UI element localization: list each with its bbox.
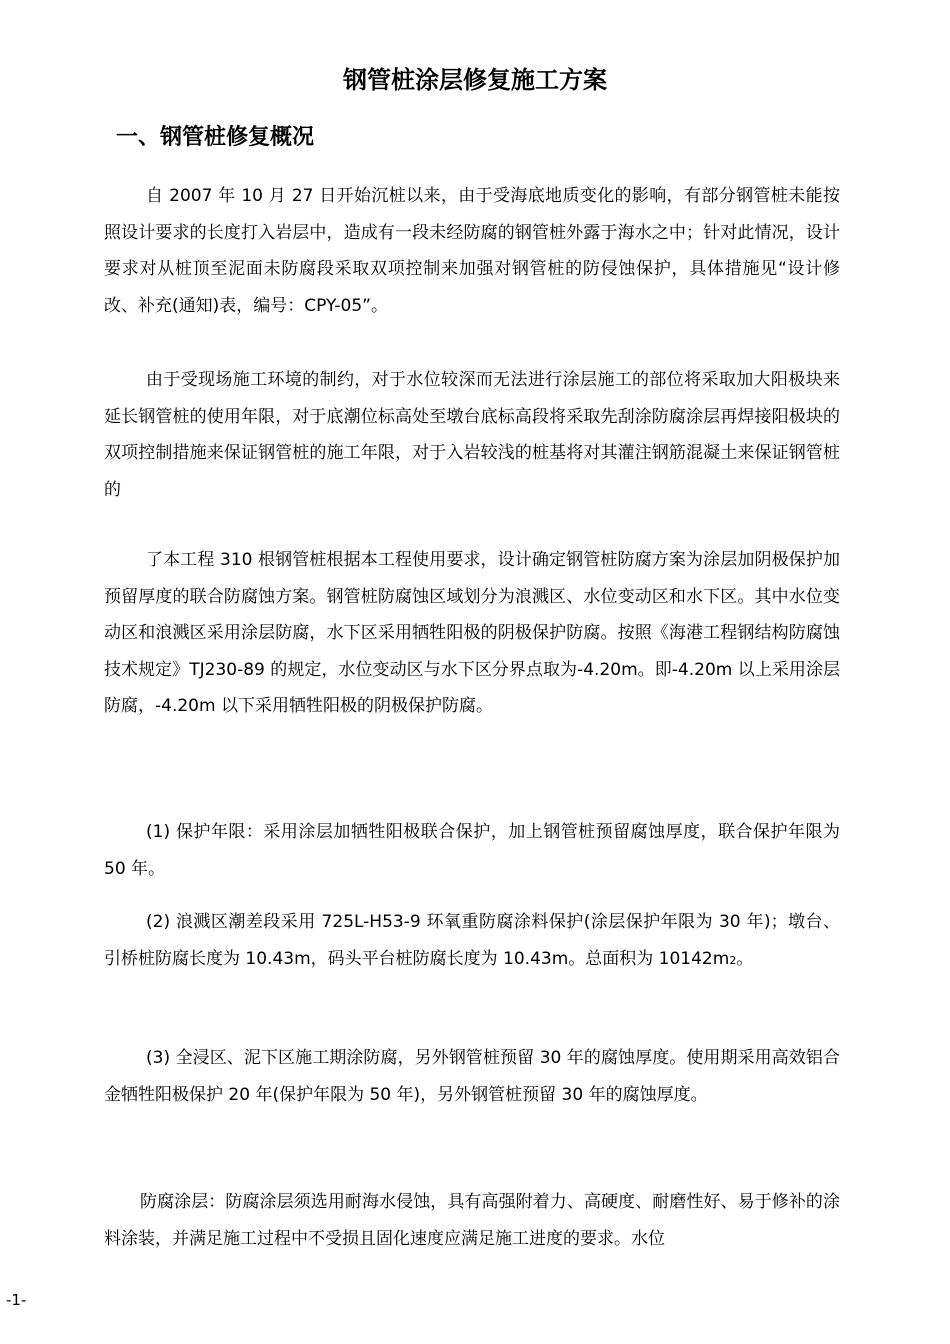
section-heading: 一、钢管桩修复概况 xyxy=(116,125,315,150)
paragraph-item-2-tail: 。 xyxy=(736,948,754,969)
paragraph-coating: 防腐涂层：防腐涂层须选用耐海水侵蚀，具有高强附着力、高硬度、耐磨性好、易于修补的涂料涂装，并满足施工过程中不受损且固化速度应满足施工进度的要求。水位 xyxy=(104,1192,840,1249)
paragraph-item-3: (3) 全浸区、泥下区施工期涂防腐，另外钢管桩预留 30 年的腐蚀厚度。使用期采用高效铝合金牺牲阳极保护 20 年(保护年限为 50 年)，另外钢管桩预留 30 年的腐蚀厚度。 xyxy=(104,1048,840,1105)
area-unit-subscript: 2 xyxy=(729,953,737,967)
paragraph-scheme: 了本工程 310 根钢管桩根据本工程使用要求，设计确定钢管桩防腐方案为涂层加阴极保护加预留厚度的联合防腐蚀方案。钢管桩防腐蚀区域划分为浪溅区、水位变动区和水下区。其中水位变动区和浪溅区采用涂层防腐，水下区采用牺牲阳极的阴极保护防腐。按照《海港工程钢结构防腐蚀技术规定》TJ230-89 的规定，水位变动区与水下区分界点取为-4.20m。即-4.20m 以上采用涂层防腐，-4.20m 以下采用牺牲阳极的阴极保护防腐。 xyxy=(104,550,840,717)
paragraph-item-1: (1) 保护年限：采用涂层加牺牲阳极联合保护，加上钢管桩预留腐蚀厚度，联合保护年限为 50 年。 xyxy=(104,822,840,879)
paragraph-constraints: 由于受现场施工环境的制约，对于水位较深而无法进行涂层施工的部位将采取加大阳极块来延长钢管桩的使用年限，对于底潮位标高处至墩台底标高段将采取先刮涂防腐涂层再焊接阳极块的双项控制措施来保证钢管桩的施工年限，对于入岩较浅的桩基将对其灌注钢筋混凝土来保证钢管桩的 xyxy=(104,370,840,500)
paragraph-overview: 自 2007 年 10 月 27 日开始沉桩以来，由于受海底地质变化的影响，有部分钢管桩未能按照设计要求的长度打入岩层中，造成有一段未经防腐的钢管桩外露于海水之中；针对此情况，设计要求对从桩顶至泥面未防腐段采取双项控制来加强对钢管桩的防侵蚀保护，具体措施见“设计修改、补充(通知)表，编号：CPY-05”。 xyxy=(104,186,840,316)
document-title: 钢管桩涂层修复施工方案 xyxy=(343,66,607,94)
page-number: -1- xyxy=(6,1291,27,1309)
paragraph-item-2 xyxy=(104,904,840,979)
paragraph-item-2-text: (2) 浪溅区潮差段采用 725L-H53-9 环氧重防腐涂料保护(涂层保护年限为 30 年)；墩台、引桥桩防腐长度为 10.43m，码头平台桩防腐长度为 10.43m。总面积为 10142m xyxy=(104,912,840,969)
